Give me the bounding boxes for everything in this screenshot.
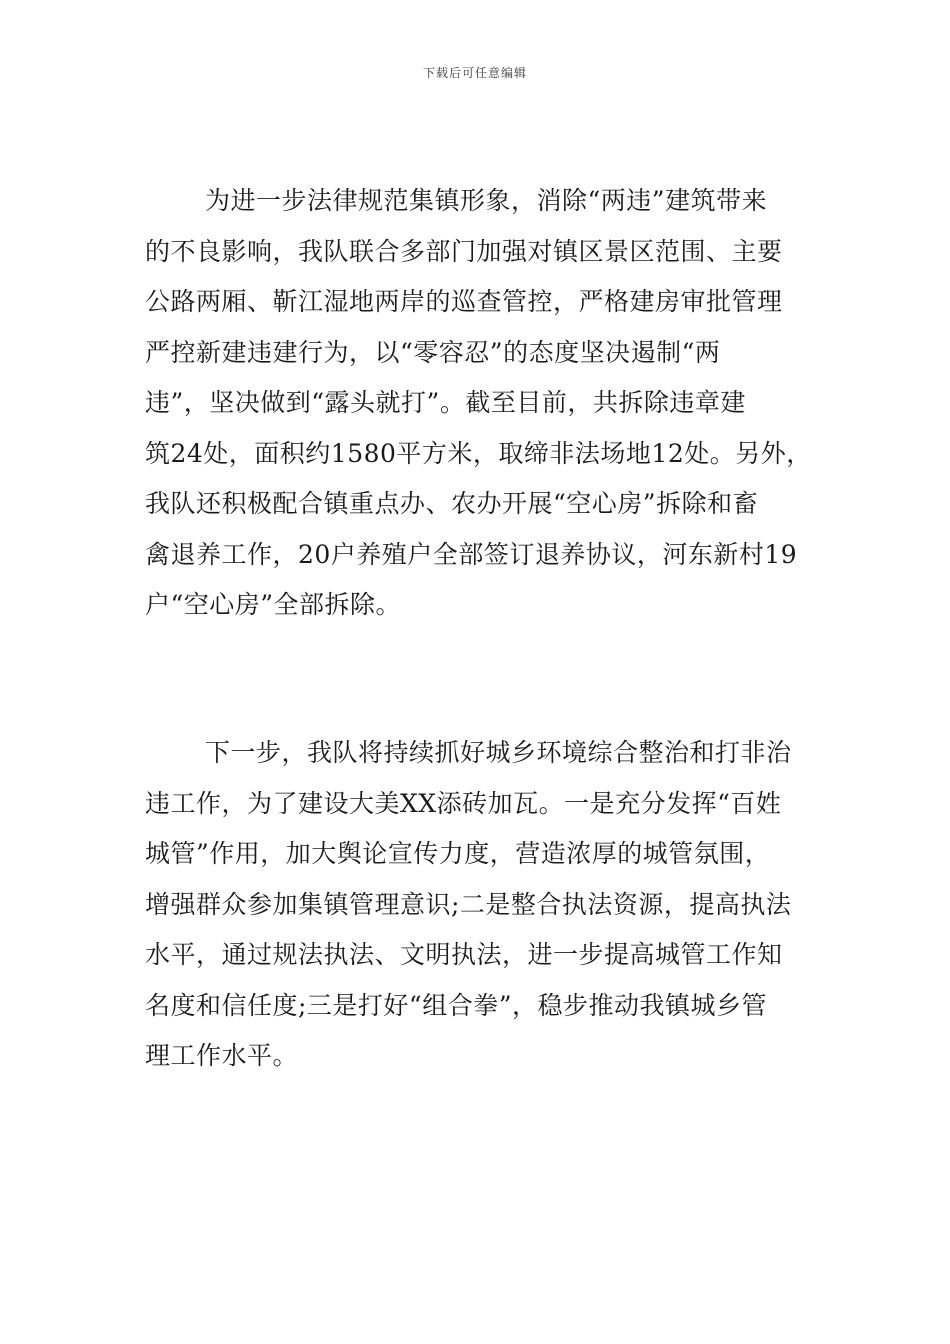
paragraph-line: 违工作，为了建设大美XX添砖加瓦。一是充分发挥“百姓: [145, 788, 782, 818]
paragraph-line: 水平，通过规法执法、文明执法，进一步提高城管工作知: [145, 940, 783, 969]
paragraph-line: 的不良影响，我队联合多部门加强对镇区景区范围、主要: [145, 236, 783, 266]
paragraph-1: [145, 176, 815, 631]
paragraph-line: 严控新建违建行为，以“零容忍”的态度坚决遏制“两: [145, 337, 721, 367]
paragraph-line: 下一步，我队将持续抓好城乡环境综合整治和打非治: [205, 738, 792, 767]
paragraph-line: 增强群众参加集镇管理意识;二是整合执法资源，提高执法: [145, 889, 792, 919]
paragraph-line: 违”，坚决做到“露头就打”。截至目前，共拆除违章建: [145, 388, 746, 417]
paragraph-line: 禽退养工作，20户养殖户全部签订退养协议，河东新村19: [145, 539, 798, 569]
paragraph-line: 筑24处，面积约1580平方米，取缔非法场地12处。另外，: [145, 438, 812, 468]
paragraph-line: 城管”作用，加大舆论宣传力度，营造浓厚的城管氛围，: [145, 839, 771, 868]
paragraph-line: 公路两厢、靳江湿地两岸的巡查管控，严格建房审批管理: [145, 287, 783, 316]
paragraph-line: 理工作水平。: [145, 1041, 299, 1070]
paragraph-line: 名度和信任度;三是打好“组合拳”，稳步推动我镇城乡管: [145, 990, 767, 1020]
paragraph-line: 为进一步法律规范集镇形象，消除“两违”建筑带来: [205, 186, 768, 215]
paragraph-line: 户“空心房”全部拆除。: [145, 590, 402, 619]
page-header: 下载后可任意编辑: [422, 66, 527, 80]
paragraph-2: [145, 728, 815, 1082]
paragraph-line: 我队还积极配合镇重点办、农办开展“空心房”拆除和畜: [145, 489, 759, 518]
